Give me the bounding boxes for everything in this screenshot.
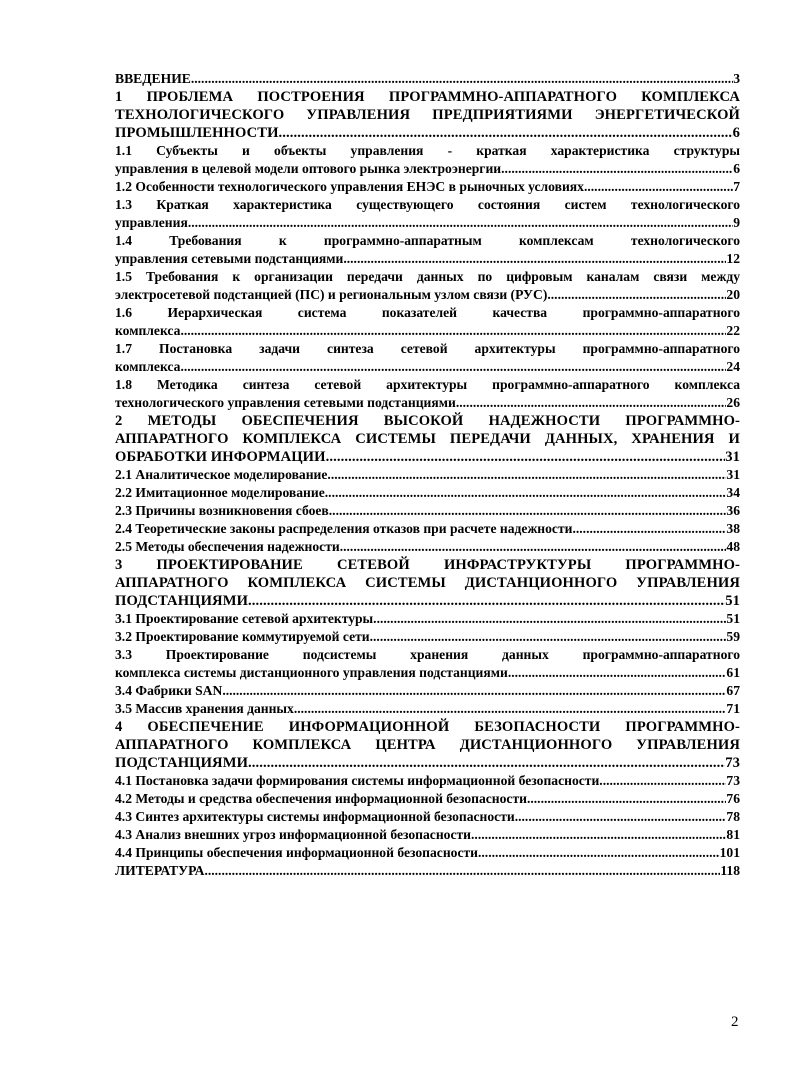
dot-leader [326, 448, 726, 466]
toc-entry-title-line: 1 ПРОБЛЕМА ПОСТРОЕНИЯ ПРОГРАММНО-АППАРАТНОГО КОМПЛЕКСА [115, 89, 740, 105]
toc-entry-leader-row [115, 808, 740, 826]
toc-page-number: 31 [726, 467, 740, 482]
toc-entry-leader-row [115, 286, 740, 304]
toc-page-number: 78 [726, 809, 740, 824]
toc-entry-title-line: 1.1 Субъекты и объекты управления - краткая характеристика структуры [115, 143, 740, 158]
toc-entry[interactable] [115, 610, 740, 628]
toc-entry-leader-row [115, 844, 740, 862]
toc-entry-leader-row [115, 700, 740, 718]
toc-entry-title-line: ОБРАБОТКИ ИНФОРМАЦИИ [115, 449, 326, 465]
toc-page-number: 31 [725, 449, 740, 465]
toc-entry-title-line: 3.1 Проектирование сетевой архитектуры [115, 611, 374, 626]
toc-page-number: 118 [720, 863, 740, 878]
toc-entry-title-line: 1.7 Постановка задачи синтеза сетевой архитектуры программно-аппаратного [115, 341, 740, 356]
dot-leader [373, 610, 726, 628]
dot-leader [471, 826, 726, 844]
toc-entry-leader-row [115, 70, 740, 88]
toc-entry[interactable] [115, 826, 740, 844]
toc-entry[interactable] [115, 484, 740, 502]
toc-entry[interactable] [115, 70, 740, 88]
toc-entry[interactable] [115, 466, 740, 484]
toc-entry[interactable] [115, 412, 740, 466]
toc-page-number: 3 [733, 71, 740, 86]
toc-entry[interactable] [115, 628, 740, 646]
toc-entry-title-line: 4.3 Синтез архитектуры системы информационной безопасности [115, 809, 515, 824]
toc-entry-title-line: 2.2 Имитационное моделирование [115, 485, 325, 500]
dot-leader [456, 394, 727, 412]
toc-entry-title-line: 1.8 Методика синтеза сетевой архитектуры программно-аппаратного комплекса [115, 377, 740, 392]
toc-entry-title-line: ПРОМЫШЛЕННОСТИ [115, 125, 279, 141]
toc-entry-leader-row [115, 160, 740, 178]
toc-page-number: 7 [733, 179, 740, 194]
toc-entry-title-line: 3.4 Фабрики SAN [115, 683, 223, 698]
toc-entry[interactable] [115, 232, 740, 268]
toc-page-number: 71 [726, 701, 740, 716]
toc-page-number: 12 [726, 251, 740, 266]
toc-entry[interactable] [115, 700, 740, 718]
dot-leader [343, 250, 726, 268]
toc-entry-title-line: 3 ПРОЕКТИРОВАНИЕ СЕТЕВОЙ ИНФРАСТРУКТУРЫ ПРОГРАММНО- [115, 557, 740, 573]
dot-leader [248, 592, 725, 610]
toc-page-number: 38 [726, 521, 740, 536]
toc-entry[interactable] [115, 682, 740, 700]
toc-entry-title-line: ВВЕДЕНИЕ [115, 71, 191, 86]
dot-leader [478, 844, 720, 862]
toc-entry[interactable] [115, 862, 740, 880]
toc-entry-leader-row [115, 592, 740, 610]
toc-entry-leader-row [115, 520, 740, 538]
toc-entry-title-line: комплекса [115, 323, 181, 338]
toc-entry-title-line: 4.1 Постановка задачи формирования системы информационной безопасности [115, 773, 600, 788]
toc-entry[interactable] [115, 340, 740, 376]
dot-leader [180, 322, 726, 340]
toc-entry-title-line: управления [115, 215, 188, 230]
toc-entry-title-line: управления сетевыми подстанциями [115, 251, 344, 266]
toc-entry[interactable] [115, 196, 740, 232]
toc-entry-title-line: ПОДСТАНЦИЯМИ [115, 593, 249, 609]
toc-entry[interactable] [115, 844, 740, 862]
dot-leader [294, 700, 727, 718]
toc-entry-title-line: 1.2 Особенности технологического управления ЕНЭС в рыночных условиях [115, 179, 584, 194]
dot-leader [191, 70, 733, 88]
toc-entry[interactable] [115, 772, 740, 790]
toc-entry-title-line: 1.6 Иерархическая система показателей качества программно-аппаратного [115, 305, 740, 320]
toc-entry[interactable] [115, 178, 740, 196]
dot-leader [501, 160, 733, 178]
toc-entry-leader-row [115, 538, 740, 556]
toc-entry-title-line: 2.4 Теоретические законы распределения отказов при расчете надежности [115, 521, 573, 536]
dot-leader [325, 484, 727, 502]
toc-entry-leader-row [115, 466, 740, 484]
toc-entry-leader-row [115, 178, 740, 196]
toc-page-number: 24 [726, 359, 740, 374]
toc-entry-leader-row [115, 826, 740, 844]
toc-entry-leader-row [115, 214, 740, 232]
toc-entry-title-line: комплекса системы дистанционного управления подстанциями [115, 665, 508, 680]
toc-entry-title-line: технологического управления сетевыми подстанциями [115, 395, 456, 410]
toc-page-number: 20 [726, 287, 740, 302]
toc-entry-title-line: АППАРАТНОГО КОМПЛЕКСА ЦЕНТРА ДИСТАНЦИОННОГО УПРАВЛЕНИЯ [115, 737, 740, 753]
dot-leader [515, 808, 727, 826]
toc-entry-leader-row [115, 358, 740, 376]
toc-entry-title-line: 4.4 Принципы обеспечения информационной безопасности [115, 845, 478, 860]
toc-entry-leader-row [115, 502, 740, 520]
toc-page-number: 51 [726, 611, 740, 626]
toc-entry[interactable] [115, 502, 740, 520]
dot-leader [222, 682, 726, 700]
toc-entry[interactable] [115, 556, 740, 610]
toc-entry[interactable] [115, 790, 740, 808]
toc-entry-title-line: 4.3 Анализ внешних угроз информационной безопасности [115, 827, 472, 842]
toc-entry-title-line: электросетевой подстанцией (ПС) и региональным узлом связи (РУС) [115, 287, 548, 302]
toc-entry-leader-row [115, 772, 740, 790]
toc-entry-title-line: управления в целевой модели оптового рынка электроэнергии [115, 161, 502, 176]
toc-entry-title-line: 3.3 Проектирование подсистемы хранения данных программно-аппаратного [115, 647, 740, 662]
dot-leader [248, 754, 725, 772]
toc-page-number: 59 [726, 629, 740, 644]
dot-leader [572, 520, 726, 538]
toc-entry-leader-row [115, 664, 740, 682]
dot-leader [547, 286, 726, 304]
dot-leader [340, 538, 727, 556]
toc-entry[interactable] [115, 304, 740, 340]
toc-entry-title-line: 1.3 Краткая характеристика существующего состояния систем технологического [115, 197, 740, 212]
dot-leader [329, 502, 727, 520]
toc-entry-leader-row [115, 754, 740, 772]
toc-entry-title-line: 2.3 Причины возникновения сбоев [115, 503, 329, 518]
toc-entry-title-line: 4 ОБЕСПЕЧЕНИЕ ИНФОРМАЦИОННОЙ БЕЗОПАСНОСТИ ПРОГРАММНО- [115, 719, 740, 735]
toc-entry-leader-row [115, 124, 740, 142]
toc-page-number: 36 [726, 503, 740, 518]
toc-entry-title-line: 2 МЕТОДЫ ОБЕСПЕЧЕНИЯ ВЫСОКОЙ НАДЕЖНОСТИ ПРОГРАММНО- [115, 413, 740, 429]
page-number: 2 [731, 1014, 739, 1030]
toc-page-number: 67 [726, 683, 740, 698]
toc-entry[interactable] [115, 520, 740, 538]
dot-leader [584, 178, 733, 196]
toc-entry-leader-row [115, 250, 740, 268]
toc-entry-leader-row [115, 448, 740, 466]
toc-entry-title-line: 2.5 Методы обеспечения надежности [115, 539, 340, 554]
toc-entry-title-line: 3.5 Массив хранения данных [115, 701, 294, 716]
toc-entry-title-line: ЛИТЕРАТУРА [115, 863, 205, 878]
toc-entry[interactable] [115, 376, 740, 412]
toc-page-number: 22 [726, 323, 740, 338]
toc-entry-leader-row [115, 610, 740, 628]
toc-page-number: 6 [732, 125, 740, 141]
toc-entry-title-line: 2.1 Аналитическое моделирование [115, 467, 328, 482]
dot-leader [527, 790, 726, 808]
toc-page-number: 26 [726, 395, 740, 410]
toc-entry[interactable] [115, 88, 740, 142]
toc-entry[interactable] [115, 646, 740, 682]
dot-leader [370, 628, 727, 646]
toc-page-number: 61 [726, 665, 740, 680]
dot-leader [327, 466, 726, 484]
toc-entry[interactable] [115, 718, 740, 772]
toc-entry-title-line: 4.2 Методы и средства обеспечения информационной безопасности [115, 791, 527, 806]
toc-entry-title-line: 1.5 Требования к организации передачи данных по цифровым каналам связи между [115, 269, 740, 284]
dot-leader [188, 214, 733, 232]
toc-entry-leader-row [115, 394, 740, 412]
dot-leader [180, 358, 726, 376]
toc-entry-title-line: комплекса [115, 359, 181, 374]
toc-entry-leader-row [115, 790, 740, 808]
toc-entry-title-line: 1.4 Требования к программно-аппаратным комплексам технологического [115, 233, 740, 248]
toc-entry[interactable] [115, 538, 740, 556]
toc-entry-title-line: АППАРАТНОГО КОМПЛЕКСА СИСТЕМЫ ДИСТАНЦИОННОГО УПРАВЛЕНИЯ [115, 575, 740, 591]
toc-entry-leader-row [115, 484, 740, 502]
toc-entry-title-line: АППАРАТНОГО КОМПЛЕКСА СИСТЕМЫ ПЕРЕДАЧИ ДАННЫХ, ХРАНЕНИЯ И [115, 431, 740, 447]
toc-page-number: 81 [726, 827, 740, 842]
toc-page-number: 73 [725, 755, 740, 771]
toc-page-number: 34 [726, 485, 740, 500]
toc-page-number: 48 [726, 539, 740, 554]
toc-entry-leader-row [115, 862, 740, 880]
toc-entry-title-line: ТЕХНОЛОГИЧЕСКОГО УПРАВЛЕНИЯ ПРЕДПРИЯТИЯМИ ЭНЕРГЕТИЧЕСКОЙ [115, 107, 740, 123]
toc-page-number: 9 [733, 215, 740, 230]
toc-entry-leader-row [115, 628, 740, 646]
dot-leader [508, 664, 727, 682]
toc-entry-leader-row [115, 322, 740, 340]
toc-page-number: 73 [726, 773, 740, 788]
dot-leader [204, 862, 720, 880]
toc-entry[interactable] [115, 808, 740, 826]
toc-page-number: 101 [719, 845, 740, 860]
dot-leader [279, 124, 733, 142]
toc-page-number: 76 [726, 791, 740, 806]
toc-page-number: 51 [725, 593, 740, 609]
toc-entry[interactable] [115, 142, 740, 178]
dot-leader [599, 772, 726, 790]
toc-entry[interactable] [115, 268, 740, 304]
toc-entry-title-line: 3.2 Проектирование коммутируемой сети [115, 629, 370, 644]
toc-entry-leader-row [115, 682, 740, 700]
toc-page-number: 6 [733, 161, 740, 176]
toc-entry-title-line: ПОДСТАНЦИЯМИ [115, 755, 249, 771]
table-of-contents [115, 70, 740, 880]
